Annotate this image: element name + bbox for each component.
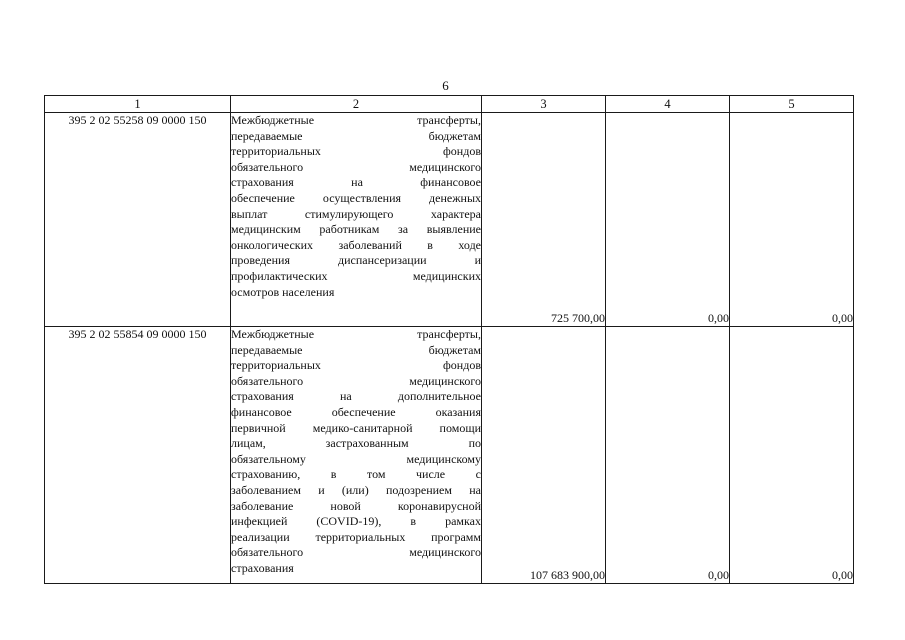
description-cell [231, 327, 482, 584]
budget-code-cell: 395 2 02 55258 09 0000 150 [45, 113, 231, 327]
description-line: профилактических медицинских [231, 268, 481, 283]
description-line: обеспечение осуществления денежных [231, 190, 481, 205]
description-line: выплат стимулирующего характера [231, 206, 481, 221]
description-line: страхования на финансовое [231, 175, 481, 190]
column-header-3: 3 [482, 96, 606, 113]
description-line: первичной медико-санитарной помощи [231, 420, 481, 435]
table-row [45, 113, 854, 327]
description-line: территориальных фондов [231, 358, 481, 373]
description-line: обязательного медицинского [231, 373, 481, 388]
description-line: страхования [231, 560, 294, 575]
description-line: Межбюджетные трансферты, [231, 113, 481, 127]
amount-col4-cell: 0,00 [606, 113, 730, 327]
description-line: передаваемые бюджетам [231, 128, 481, 143]
amount-col5-cell: 0,00 [730, 327, 854, 584]
amount-col4-cell: 0,00 [606, 327, 730, 584]
description-line: обязательного медицинского [231, 159, 481, 174]
column-header-5: 5 [730, 96, 854, 113]
table-row [45, 327, 854, 584]
budget-code-cell: 395 2 02 55854 09 0000 150 [45, 327, 231, 584]
description-line: передаваемые бюджетам [231, 342, 481, 357]
description-line: страхования на дополнительное [231, 389, 481, 404]
column-header-1: 1 [45, 96, 231, 113]
description-line: осмотров населения [231, 284, 335, 299]
description-line: страхованию, в том числе с [231, 467, 481, 482]
description-line: медицинским работникам за выявление [231, 222, 481, 237]
description-line: территориальных фондов [231, 144, 481, 159]
description-line: инфекцией (COVID-19), в рамках [231, 514, 481, 529]
description-line: лицам, застрахованным по [231, 436, 481, 451]
description-line: проведения диспансеризации и [231, 253, 481, 268]
description-line: финансовое обеспечение оказания [231, 404, 481, 419]
description-line: заболевание новой коронавирусной [231, 498, 481, 513]
description-line: онкологических заболеваний в ходе [231, 237, 481, 252]
amount-col3-cell: 107 683 900,00 [482, 327, 606, 584]
description-line: Межбюджетные трансферты, [231, 327, 481, 341]
amount-col5-cell: 0,00 [730, 113, 854, 327]
column-header-4: 4 [606, 96, 730, 113]
description-line: обязательного медицинского [231, 545, 481, 560]
column-header-2: 2 [231, 96, 482, 113]
description-line: заболеванием и (или) подозрением на [231, 482, 481, 497]
budget-table [44, 95, 854, 584]
amount-col3-cell: 725 700,00 [482, 113, 606, 327]
table-header-row [45, 96, 854, 113]
page-number: 6 [442, 78, 449, 93]
description-cell [231, 113, 482, 327]
description-line: реализации территориальных программ [231, 529, 481, 544]
description-line: обязательному медицинскому [231, 451, 481, 466]
